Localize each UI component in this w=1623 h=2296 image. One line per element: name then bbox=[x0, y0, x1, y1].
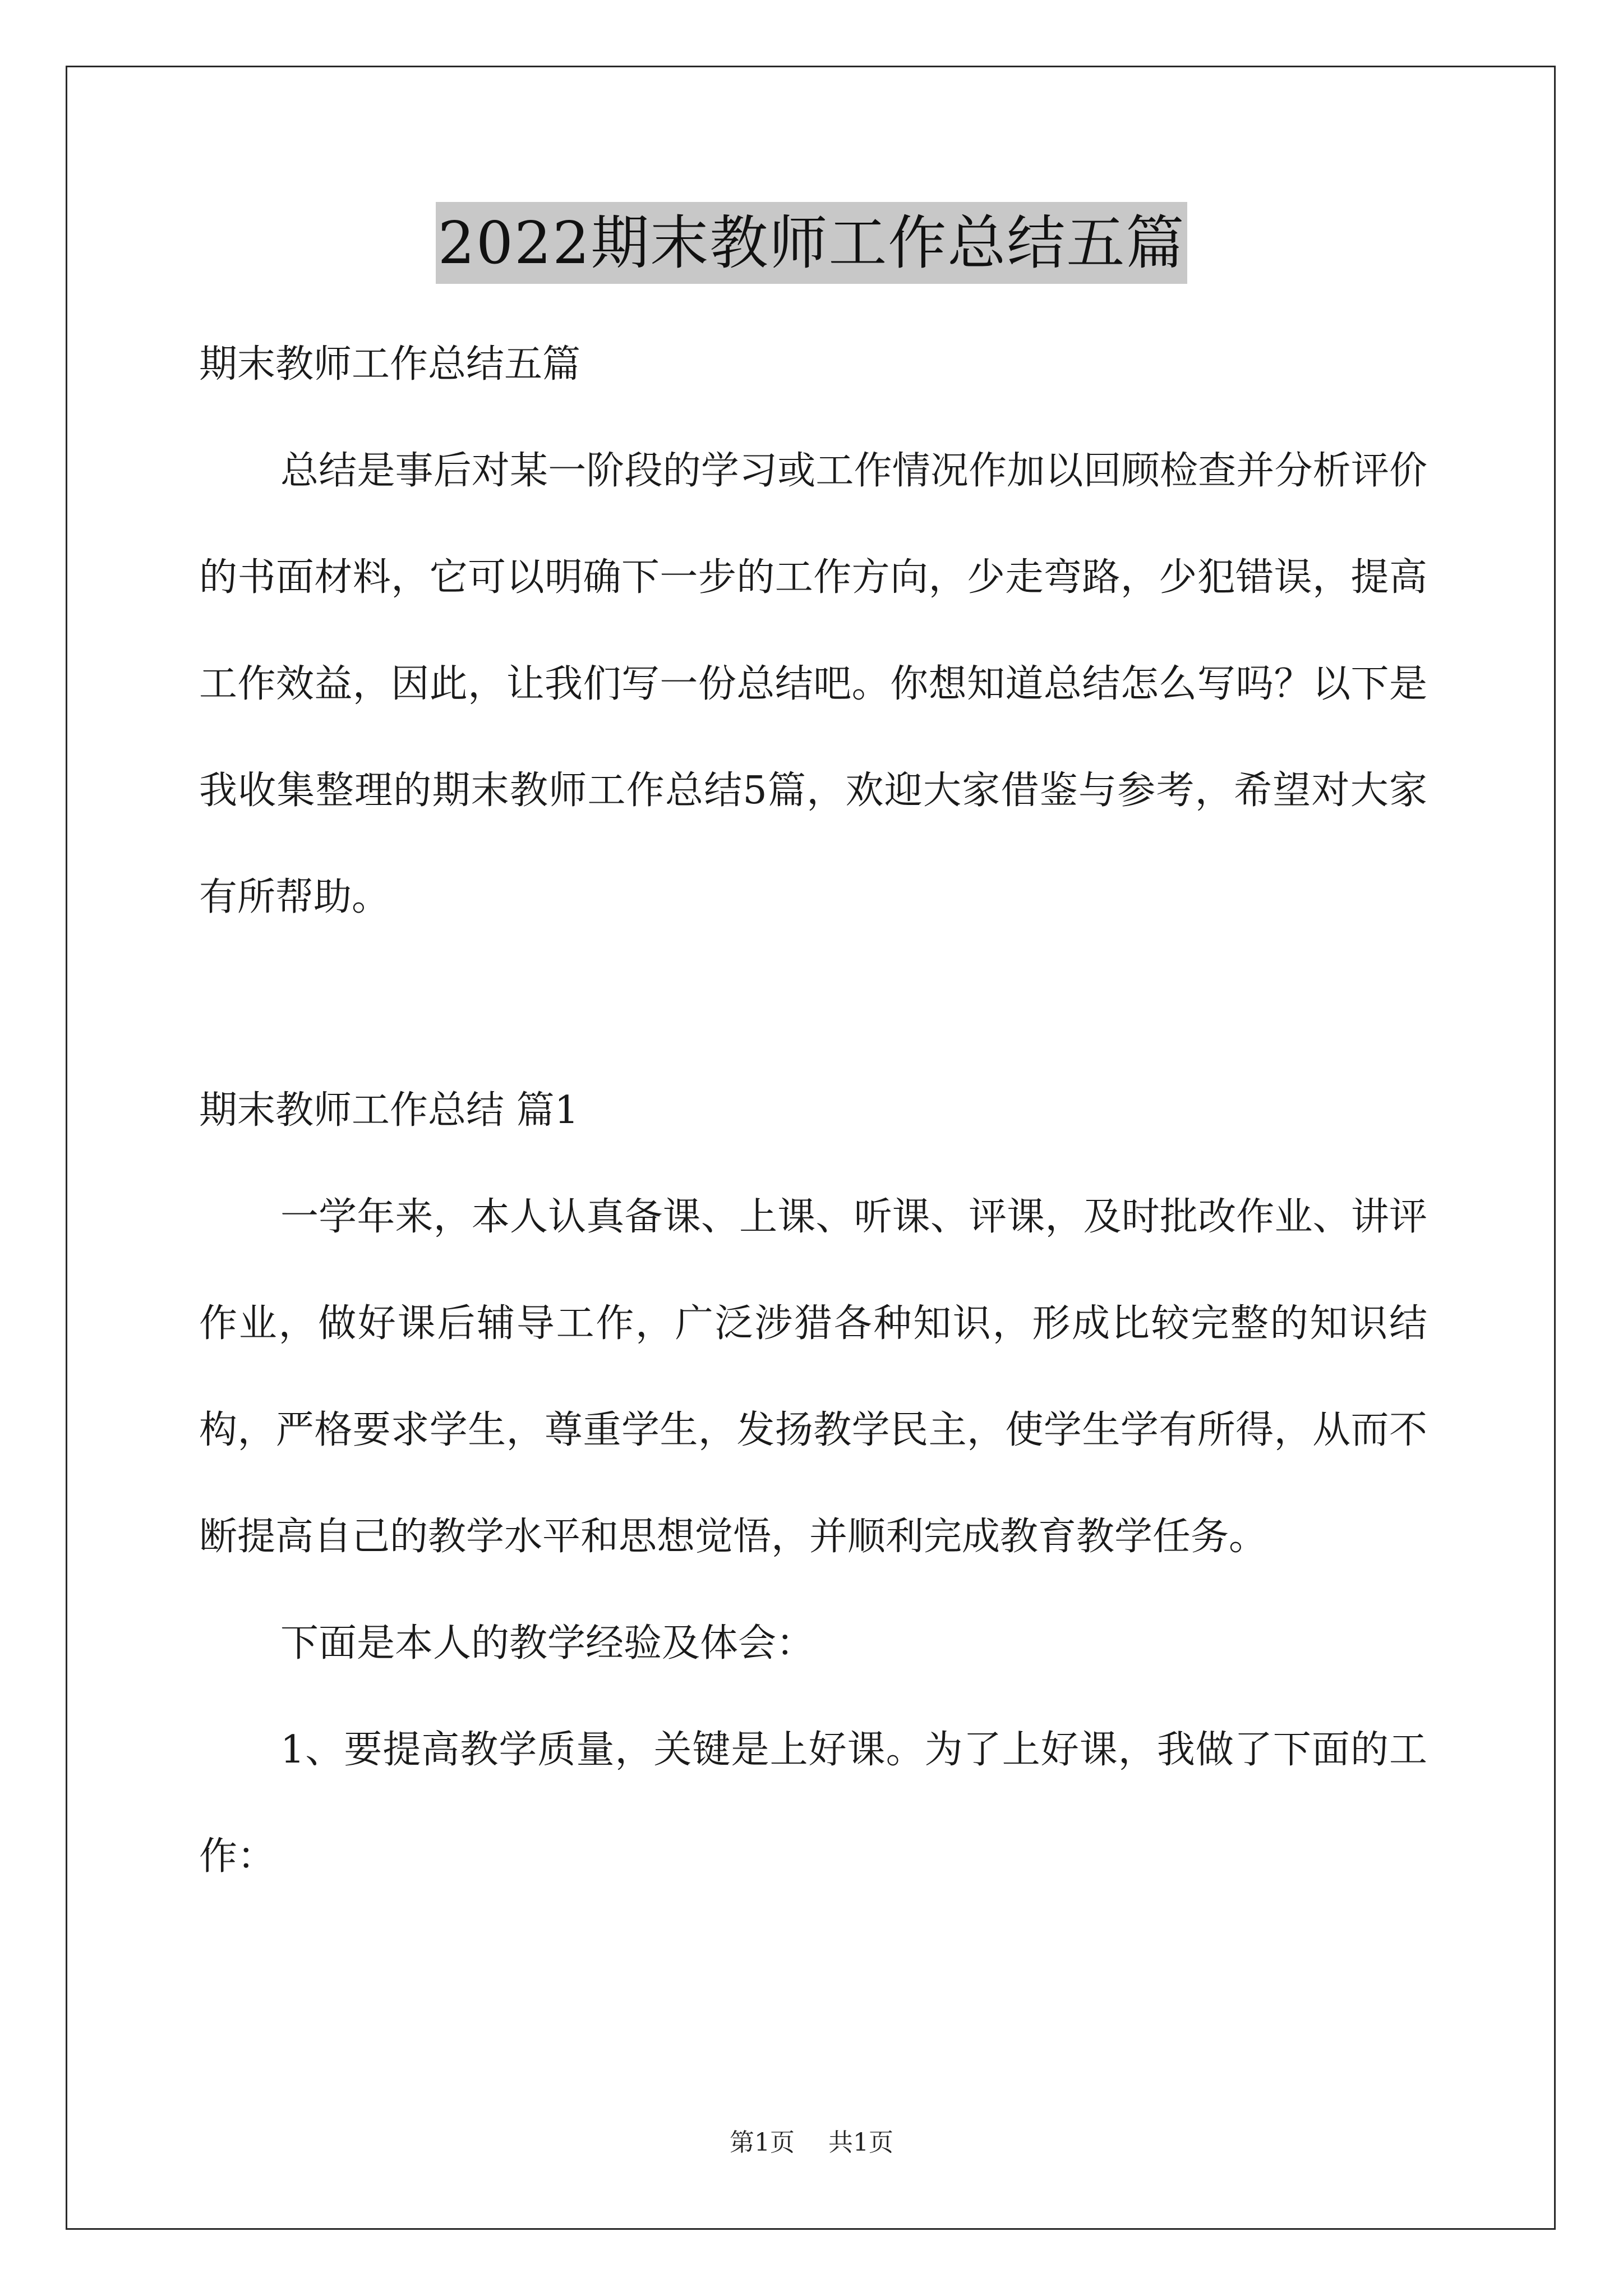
title-container bbox=[0, 202, 1623, 284]
body-paragraph-2: 下面是本人的教学经验及体会： bbox=[280, 1621, 815, 1665]
section-heading: 期末教师工作总结 篇1 bbox=[199, 1088, 579, 1133]
document-title: 2022期末教师工作总结五篇 bbox=[436, 202, 1188, 284]
section-spacer bbox=[199, 951, 1427, 1057]
body-paragraph-3: 1、要提高教学质量，关键是上好课。为了上好课，我做了下面的工作： bbox=[199, 1728, 1427, 1879]
page-total: 共1页 bbox=[828, 2128, 893, 2157]
page-number: 第1页 bbox=[730, 2128, 795, 2157]
intro-paragraph: 总结是事后对某一阶段的学习或工作情况作加以回顾检查并分析评价的书面材料，它可以明确下一步的工作方向，少走弯路，少犯错误，提高工作效益，因此，让我们写一份总结吧。你想知道总结怎么写吗？以下是我收集整理的期末教师工作总结5篇，欢迎大家借鉴与参考，希望对大家有所帮助。 bbox=[199, 449, 1427, 919]
document-body bbox=[199, 311, 1427, 1910]
body-paragraph-1: 一学年来，本人认真备课、上课、听课、评课，及时批改作业、讲评作业，做好课后辅导工作，广泛涉猎各种知识，形成比较完整的知识结构，严格要求学生，尊重学生，发扬教学民主，使学生学有所得，从而不断提高自己的教学水平和思想觉悟，并顺利完成教育教学任务。 bbox=[199, 1195, 1427, 1559]
page-footer bbox=[0, 2126, 1623, 2160]
subtitle: 期末教师工作总结五篇 bbox=[199, 342, 581, 386]
